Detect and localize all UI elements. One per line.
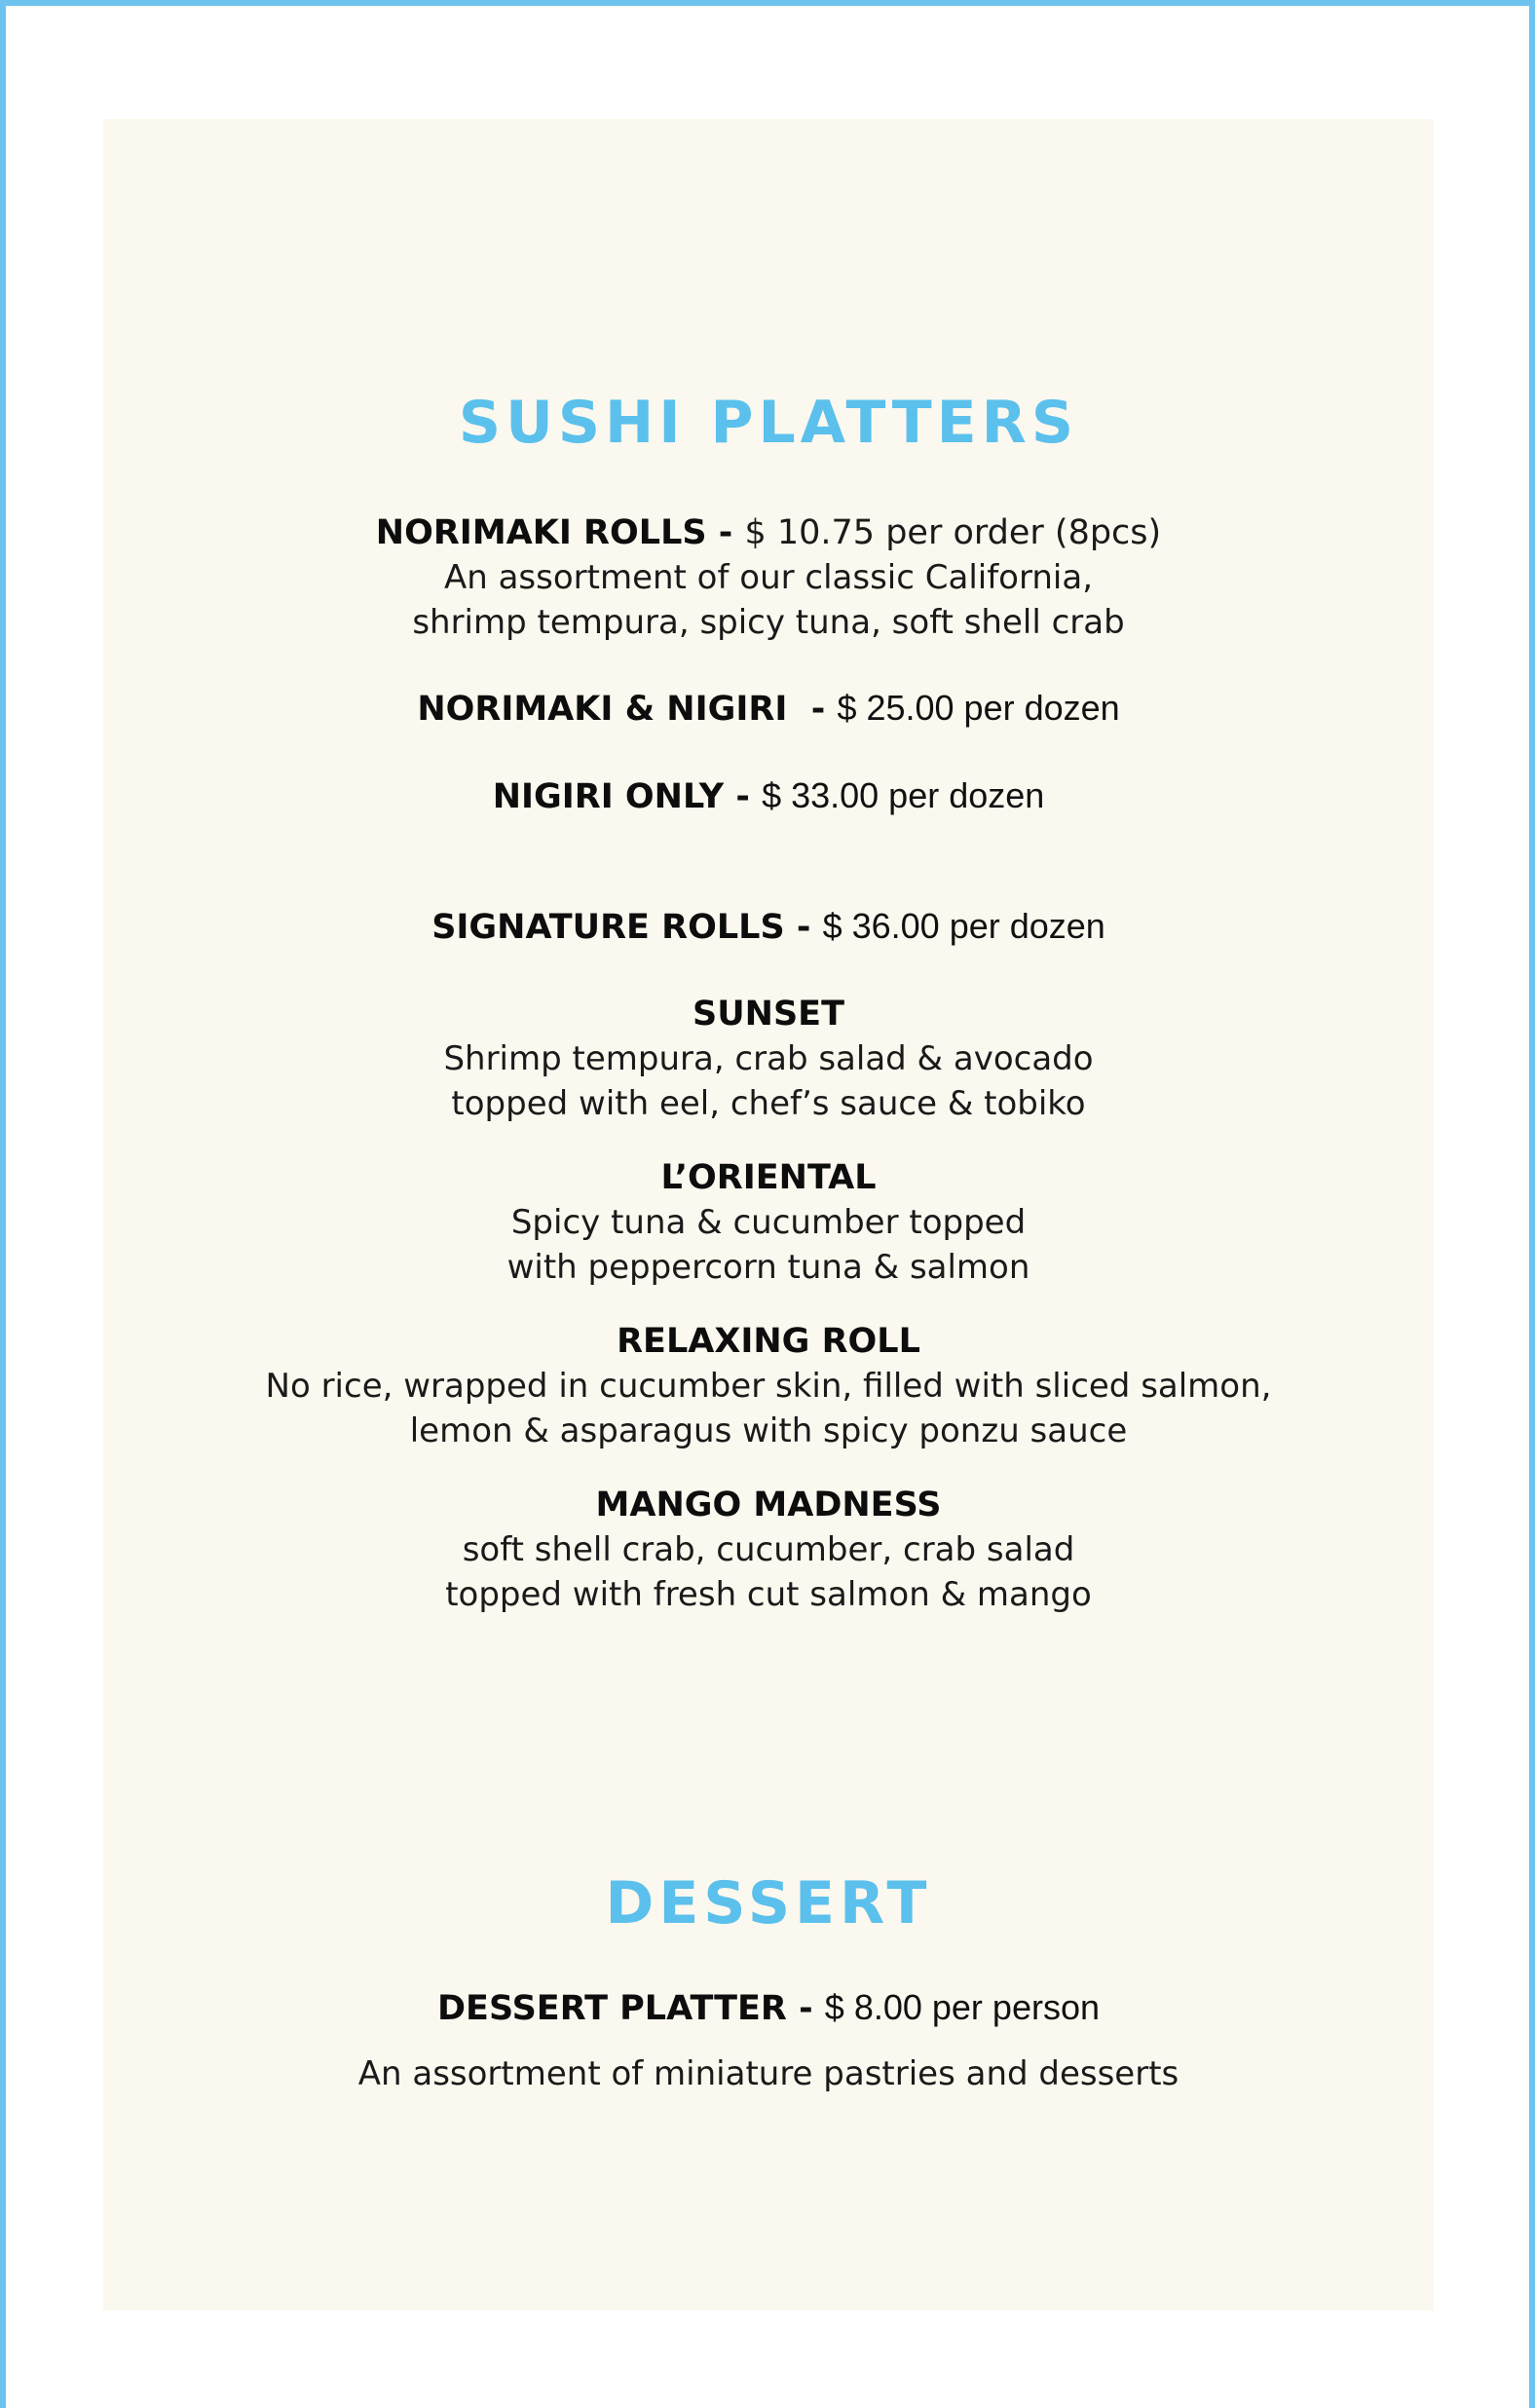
- dessert-platter-price: $ 8.00 per person: [824, 1987, 1100, 2027]
- dessert-platter-name: DESSERT PLATTER: [437, 1989, 787, 2028]
- norimaki-rolls-item: [103, 510, 1434, 555]
- roll-desc-relaxing-roll-line1: No rice, wrapped in cucumber skin, filled with sliced salmon,: [265, 1367, 1272, 1406]
- roll-desc-loriental-line2: with peppercorn tuna & salmon: [506, 1248, 1030, 1287]
- roll-name-sunset: SUNSET: [693, 995, 844, 1034]
- roll-name-loriental: L’ORIENTAL: [660, 1158, 877, 1197]
- dessert-platter-dash: -: [786, 1989, 825, 2028]
- signature-rolls-item: [103, 904, 1434, 950]
- norimaki-nigiri-price: $ 25.00 per dozen: [837, 688, 1120, 728]
- norimaki-nigiri-item: [103, 686, 1434, 732]
- nigiri-only-name: NIGIRI ONLY: [492, 777, 725, 816]
- norimaki-rolls-name: NORIMAKI ROLLS: [375, 513, 707, 552]
- roll-name-mango-madness: MANGO MADNESS: [595, 1486, 942, 1524]
- norimaki-nigiri-name: NORIMAKI & NIGIRI: [417, 690, 788, 729]
- signature-rolls-name: SIGNATURE ROLLS: [431, 908, 785, 947]
- norimaki-rolls-desc-line2: shrimp tempura, spicy tuna, soft shell crab: [412, 603, 1125, 642]
- roll-desc-sunset-line1: Shrimp tempura, crab salad & avocado: [443, 1039, 1094, 1078]
- norimaki-rolls-dash: -: [706, 513, 745, 552]
- roll-desc-mango-madness-line1: soft shell crab, cucumber, crab salad: [462, 1530, 1075, 1569]
- roll-name-relaxing-roll: RELAXING ROLL: [617, 1322, 920, 1361]
- sushi-platters-heading: SUSHI PLATTERS: [458, 389, 1079, 457]
- dessert-heading: DESSERT: [605, 1869, 932, 1938]
- menu-panel: [103, 119, 1434, 2311]
- roll-desc-loriental-line1: Spicy tuna & cucumber topped: [510, 1203, 1027, 1242]
- norimaki-nigiri-dash: -: [787, 690, 838, 729]
- signature-rolls-price: $ 36.00 per dozen: [822, 906, 1105, 946]
- nigiri-only-item: [103, 773, 1434, 819]
- norimaki-rolls-price: $ 10.75 per order (8pcs): [744, 513, 1162, 552]
- roll-desc-mango-madness-line2: topped with fresh cut salmon & mango: [445, 1575, 1092, 1614]
- norimaki-rolls-desc-line1: An assortment of our classic California,: [443, 558, 1094, 597]
- roll-desc-sunset-line2: topped with eel, chef’s sauce & tobiko: [451, 1084, 1086, 1123]
- signature-rolls-dash: -: [784, 908, 823, 947]
- nigiri-only-price: $ 33.00 per dozen: [762, 775, 1045, 815]
- dessert-platter-item: [103, 1985, 1434, 2031]
- nigiri-only-dash: -: [724, 777, 763, 816]
- roll-desc-relaxing-roll-line2: lemon & asparagus with spicy ponzu sauce: [409, 1411, 1128, 1450]
- dessert-platter-desc: An assortment of miniature pastries and desserts: [357, 2054, 1179, 2093]
